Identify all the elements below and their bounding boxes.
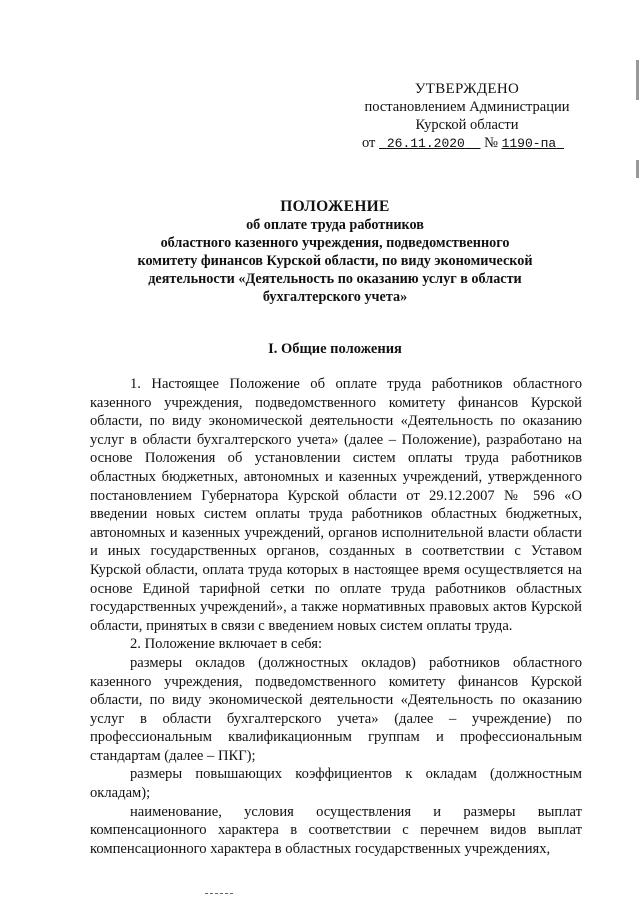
approval-stamp [352,80,582,153]
scan-edge-mark [636,60,639,100]
scan-edge-mark [636,160,639,178]
approval-heading: УТВЕРЖДЕНО [414,81,520,97]
title-line-3: комитету финансов Курской области, по виду экономической [137,253,533,269]
number-prefix: № [484,135,498,151]
approval-line-1: постановлением Администрации [364,99,570,115]
title-line-4: деятельности «Деятельность по оказанию услуг в области [148,271,522,287]
title-main: ПОЛОЖЕНИЕ [280,198,390,215]
approval-date-line [352,134,582,153]
document-title [90,198,580,306]
date-prefix: от [362,135,376,151]
section-heading: I. Общие положения [268,341,402,357]
paragraph-1: 1. Настоящее Положение об оплате труда работников областного казенного учреждения, подведомственного комитету финансов Курской области, по виду экономической деятельности «Деятельность по оказанию услуг в области бухгалтерского учета» (далее – Положение), разработано на основе Положения об установлении систем оплаты труда работников областных бюджетных, автономных и казенных учреждений, утвержденного постановлением Губернатора Курской области от 29.12.2007 № 596 «О введении новых систем оплаты труда работников областных бюджетных, автономных и казенных учреждений, органов исполнительной власти области и иных государственных органов, созданных в соответствии с Уставом Курской области, оплата труда которых в настоящее время осуществляется на основе Единой тарифной сетки по оплате труда работников областных государственных учреждений», а также нормативных правовых актов Курской области, принятых в связи с введением новых систем оплаты труда. [90,376,582,634]
title-line-5: бухгалтерского учета» [262,289,408,305]
document-body [90,375,582,858]
title-line-1: об оплате труда работников [246,217,424,233]
paragraph-2: 2. Положение включает в себя: [130,636,322,653]
title-line-2: областного казенного учреждения, подведомственного [160,235,510,251]
scan-artifact [205,893,233,896]
approval-number: 1190-па [501,136,557,151]
paragraph-3: размеры окладов (должностных окладов) работников областного казенного учреждения, подведомственного комитету финансов Курской области, по виду экономической деятельности «Деятельность по оказанию услуг в области бухгалтерского учета» (далее – учреждение) по профессиональным квалификационным группам и профессиональным стандартам (далее – ПКГ); [90,654,582,764]
approval-line-2: Курской области [415,117,519,133]
approval-date: 26.11.2020 [386,136,465,151]
paragraph-4: размеры повышающих коэффициентов к окладам (должностным окладам); [90,766,582,802]
paragraph-5: наименование, условия осуществления и размеры выплат компенсационного характера в соответствии с перечнем видов выплат компенсационного характера в областных государственных учреждениях, [90,803,582,857]
